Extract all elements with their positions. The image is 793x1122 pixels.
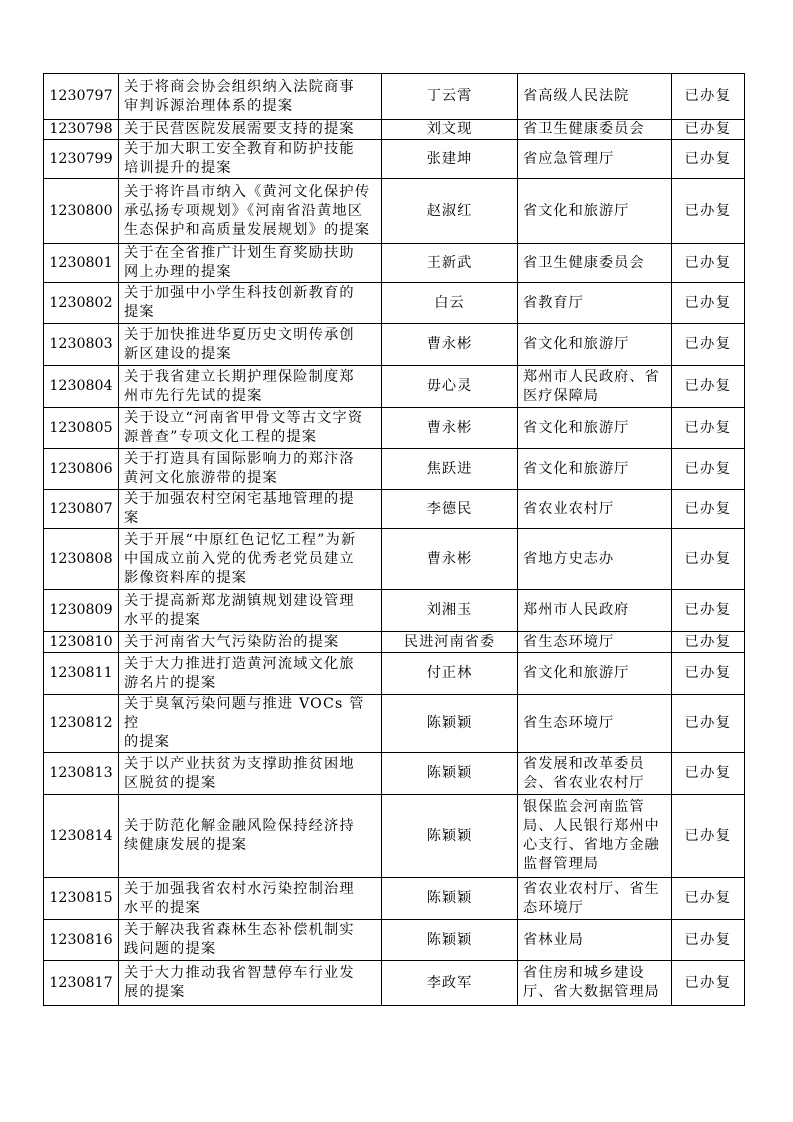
- handling-department: [518, 653, 672, 695]
- proposal-title-line: 新区建设的提案: [124, 345, 232, 362]
- proposer: 陈颖颖: [382, 795, 518, 878]
- table-row: [44, 244, 745, 283]
- proposal-number: 1230815: [44, 878, 119, 920]
- table-row: [44, 590, 745, 632]
- proposal-title-line: 影像资料库的提案: [124, 569, 248, 586]
- proposer: 陈颖颖: [382, 695, 518, 753]
- proposal-title-line: 关于设立“河南省甲骨文等古文字资: [124, 410, 364, 426]
- status: 已办复: [672, 366, 745, 408]
- handling-department: [518, 878, 672, 920]
- proposer: 白云: [382, 283, 518, 324]
- handling-department-line: 省地方史志办: [523, 550, 615, 567]
- proposal-title-line: 网上办理的提案: [124, 264, 232, 280]
- handling-department: [518, 795, 672, 878]
- handling-department: [518, 753, 672, 795]
- status: 已办复: [672, 632, 745, 653]
- handling-department-line: 省文化和旅游厅: [523, 202, 630, 219]
- handling-department-line: 会、省农业农村厅: [523, 774, 645, 791]
- table-row: [44, 961, 745, 1006]
- proposal-number: 1230800: [44, 179, 119, 244]
- table-row: [44, 695, 745, 753]
- handling-department: [518, 695, 672, 753]
- status: 已办复: [672, 408, 745, 449]
- status: 已办复: [672, 283, 745, 324]
- proposal-number: 1230798: [44, 120, 119, 140]
- proposer: 刘文现: [382, 120, 518, 140]
- proposal-title: [119, 120, 382, 140]
- proposer: 曹永彬: [382, 529, 518, 590]
- handling-department: [518, 324, 672, 366]
- proposal-title-line: 续健康发展的提案: [124, 837, 248, 853]
- status: 已办复: [672, 590, 745, 632]
- proposer: 付正林: [382, 653, 518, 695]
- proposal-title-line: 游名片的提案: [124, 674, 217, 691]
- proposal-number: 1230802: [44, 283, 119, 324]
- table-row: [44, 120, 745, 140]
- handling-department: [518, 283, 672, 324]
- proposal-title-line: 关于加强农村空闲宅基地管理的提: [124, 491, 355, 507]
- handling-department-line: 省文化和旅游厅: [523, 336, 630, 352]
- proposal-title: [119, 961, 382, 1006]
- proposal-title-line: 关于我省建立长期护理保险制度郑: [124, 368, 355, 385]
- proposer: 张建坤: [382, 140, 518, 179]
- handling-department: [518, 590, 672, 632]
- proposal-title-line: 关于将许昌市纳入《黄河文化保护传: [124, 183, 371, 200]
- proposal-title: [119, 795, 382, 878]
- proposal-title-line: 关于民营医院发展需要支持的提案: [124, 121, 355, 137]
- table-row: [44, 490, 745, 529]
- proposal-number: 1230799: [44, 140, 119, 179]
- table-row: [44, 366, 745, 408]
- handling-department-line: 监督管理局: [523, 856, 599, 872]
- proposal-number: 1230809: [44, 590, 119, 632]
- proposal-number: 1230810: [44, 632, 119, 653]
- handling-department-line: 省文化和旅游厅: [523, 419, 630, 436]
- table-row: [44, 324, 745, 366]
- handling-department-line: 省农业农村厅、省生: [523, 880, 660, 897]
- proposer: 赵淑红: [382, 179, 518, 244]
- proposal-title-line: 关于将商会协会组织纳入法院商事: [124, 78, 355, 95]
- table-row: [44, 653, 745, 695]
- proposal-title-line: 水平的提案: [124, 899, 201, 916]
- proposal-title: [119, 74, 382, 120]
- proposal-title: [119, 449, 382, 490]
- proposer: 陈颖颖: [382, 878, 518, 920]
- proposal-number: 1230805: [44, 408, 119, 449]
- handling-department-line: 省卫生健康委员会: [523, 121, 645, 137]
- proposal-title: [119, 920, 382, 961]
- status: 已办复: [672, 179, 745, 244]
- handling-department-line: 心支行、省地方金融: [523, 837, 660, 853]
- proposal-title: [119, 753, 382, 795]
- proposal-title-line: 关于大力推进打造黄河流域文化旅: [124, 655, 355, 672]
- proposal-table: [43, 73, 745, 1006]
- proposer: 刘湘玉: [382, 590, 518, 632]
- proposal-title-line: 关于提高新郑龙湖镇规划建设管理: [124, 592, 355, 609]
- handling-department: [518, 179, 672, 244]
- proposal-title-line: 关于解决我省森林生态补偿机制实: [124, 922, 355, 938]
- table-row: [44, 74, 745, 120]
- proposal-title-line: 源普查”专项文化工程的提案: [124, 429, 318, 445]
- proposal-title-line: 关于臭氧污染问题与推进 VOCs 管控: [124, 696, 365, 731]
- handling-department: [518, 920, 672, 961]
- proposal-title-line: 中国成立前入党的优秀老党员建立: [124, 550, 355, 567]
- handling-department-line: 省文化和旅游厅: [523, 460, 630, 477]
- proposal-title-line: 关于河南省大气污染防治的提案: [124, 633, 340, 650]
- handling-department-line: 省教育厅: [523, 294, 584, 311]
- proposal-title-line: 关于加强中小学生科技创新教育的: [124, 285, 355, 301]
- status: 已办复: [672, 529, 745, 590]
- proposal-rows: [44, 74, 745, 1006]
- proposer: 李政军: [382, 961, 518, 1006]
- handling-department: [518, 961, 672, 1006]
- proposal-number: 1230814: [44, 795, 119, 878]
- proposal-number: 1230808: [44, 529, 119, 590]
- handling-department: [518, 366, 672, 408]
- proposer: 焦跃进: [382, 449, 518, 490]
- handling-department-line: 省高级人民法院: [523, 88, 630, 104]
- status: 已办复: [672, 695, 745, 753]
- status: 已办复: [672, 74, 745, 120]
- status: 已办复: [672, 490, 745, 529]
- proposal-title-line: 关于在全省推广计划生育奖励扶助: [124, 245, 355, 261]
- table-row: [44, 795, 745, 878]
- handling-department-line: 省卫生健康委员会: [523, 254, 645, 271]
- status: 已办复: [672, 324, 745, 366]
- handling-department: [518, 244, 672, 283]
- proposal-title: [119, 590, 382, 632]
- proposal-number: 1230816: [44, 920, 119, 961]
- handling-department-line: 省农业农村厅: [523, 500, 615, 517]
- proposal-title-line: 展的提案: [124, 984, 186, 1000]
- proposal-title: [119, 244, 382, 283]
- proposal-title-line: 关于打造具有国际影响力的郑汴洛: [124, 451, 355, 467]
- handling-department: [518, 632, 672, 653]
- proposal-title: [119, 408, 382, 449]
- proposal-title-line: 案: [124, 510, 140, 526]
- proposal-title-line: 黄河文化旅游带的提案: [124, 470, 278, 486]
- proposal-number: 1230813: [44, 753, 119, 795]
- proposal-title-line: 关于加强我省农村水污染控制治理: [124, 880, 355, 897]
- proposal-title: [119, 366, 382, 408]
- handling-department-line: 局、人民银行郑州中: [523, 818, 660, 834]
- table-row: [44, 753, 745, 795]
- proposal-title: [119, 878, 382, 920]
- handling-department-line: 省应急管理厅: [523, 150, 615, 167]
- handling-department: [518, 408, 672, 449]
- status: 已办复: [672, 120, 745, 140]
- proposal-title: [119, 324, 382, 366]
- proposal-title-line: 承弘扬专项规划》《河南省沿黄地区: [124, 202, 364, 219]
- proposer: 陈颖颖: [382, 753, 518, 795]
- proposal-title: [119, 529, 382, 590]
- proposal-title: [119, 283, 382, 324]
- table-row: [44, 878, 745, 920]
- proposer: 王新武: [382, 244, 518, 283]
- proposer: 曹永彬: [382, 324, 518, 366]
- proposal-number: 1230804: [44, 366, 119, 408]
- proposal-title-line: 州市先行先试的提案: [124, 387, 263, 404]
- proposal-title-line: 区脱贫的提案: [124, 774, 217, 791]
- status: 已办复: [672, 878, 745, 920]
- status: 已办复: [672, 449, 745, 490]
- proposal-title-line: 关于加大职工安全教育和防护技能: [124, 141, 355, 157]
- handling-department-line: 省发展和改革委员: [523, 755, 645, 772]
- proposal-title: [119, 179, 382, 244]
- handling-department: [518, 74, 672, 120]
- proposal-title-line: 水平的提案: [124, 611, 201, 628]
- handling-department-line: 省林业局: [523, 931, 584, 948]
- proposer: 民进河南省委: [382, 632, 518, 653]
- handling-department: [518, 449, 672, 490]
- proposer: 李德民: [382, 490, 518, 529]
- proposal-title: [119, 140, 382, 179]
- proposal-title-line: 关于以产业扶贫为支撑助推贫困地: [124, 755, 355, 772]
- proposal-title: [119, 653, 382, 695]
- handling-department-line: 态环境厅: [523, 899, 584, 916]
- proposal-title-line: 关于防范化解金融风险保持经济持: [124, 818, 355, 834]
- proposal-number: 1230817: [44, 961, 119, 1006]
- proposal-title-line: 培训提升的提案: [124, 160, 232, 176]
- proposal-number: 1230807: [44, 490, 119, 529]
- status: 已办复: [672, 753, 745, 795]
- proposal-number: 1230812: [44, 695, 119, 753]
- status: 已办复: [672, 961, 745, 1006]
- proposal-number: 1230811: [44, 653, 119, 695]
- proposal-title-line: 践问题的提案: [124, 941, 217, 957]
- handling-department-line: 郑州市人民政府: [523, 602, 630, 618]
- table-row: [44, 449, 745, 490]
- table-row: [44, 283, 745, 324]
- table-row: [44, 408, 745, 449]
- handling-department-line: 厅、省大数据管理局: [523, 984, 660, 1000]
- proposer: 曹永彬: [382, 408, 518, 449]
- handling-department-line: 省生态环境厅: [523, 715, 615, 731]
- status: 已办复: [672, 920, 745, 961]
- proposer: 毋心灵: [382, 366, 518, 408]
- handling-department: [518, 529, 672, 590]
- proposer: 陈颖颖: [382, 920, 518, 961]
- proposal-title-line: 关于大力推动我省智慧停车行业发: [124, 965, 355, 981]
- handling-department-line: 省住房和城乡建设: [523, 965, 645, 981]
- handling-department-line: 省生态环境厅: [523, 633, 615, 650]
- handling-department: [518, 140, 672, 179]
- proposal-title: [119, 490, 382, 529]
- handling-department-line: 医疗保障局: [523, 387, 599, 404]
- proposal-title-line: 生态保护和高质量发展规划》的提案: [124, 221, 371, 238]
- proposal-title-line: 审判诉源治理体系的提案: [124, 97, 294, 114]
- proposal-title-line: 提案: [124, 304, 155, 320]
- proposal-number: 1230803: [44, 324, 119, 366]
- table-row: [44, 529, 745, 590]
- status: 已办复: [672, 244, 745, 283]
- handling-department-line: 省文化和旅游厅: [523, 665, 630, 681]
- status: 已办复: [672, 795, 745, 878]
- proposal-title: [119, 632, 382, 653]
- proposal-number: 1230797: [44, 74, 119, 120]
- table-row: [44, 140, 745, 179]
- proposal-number: 1230801: [44, 244, 119, 283]
- table-row: [44, 920, 745, 961]
- proposal-title-line: 关于加快推进华夏历史文明传承创: [124, 326, 355, 343]
- proposal-number: 1230806: [44, 449, 119, 490]
- table-row: [44, 632, 745, 653]
- handling-department-line: 银保监会河南监管: [523, 799, 645, 815]
- handling-department-line: 郑州市人民政府、省: [523, 368, 660, 385]
- proposal-title-line: 的提案: [124, 734, 171, 750]
- status: 已办复: [672, 653, 745, 695]
- status: 已办复: [672, 140, 745, 179]
- proposal-title-line: 关于开展“中原红色记忆工程”为新: [124, 531, 357, 548]
- handling-department: [518, 490, 672, 529]
- table-row: [44, 179, 745, 244]
- proposal-title: [119, 695, 382, 753]
- handling-department: [518, 120, 672, 140]
- proposer: 丁云霄: [382, 74, 518, 120]
